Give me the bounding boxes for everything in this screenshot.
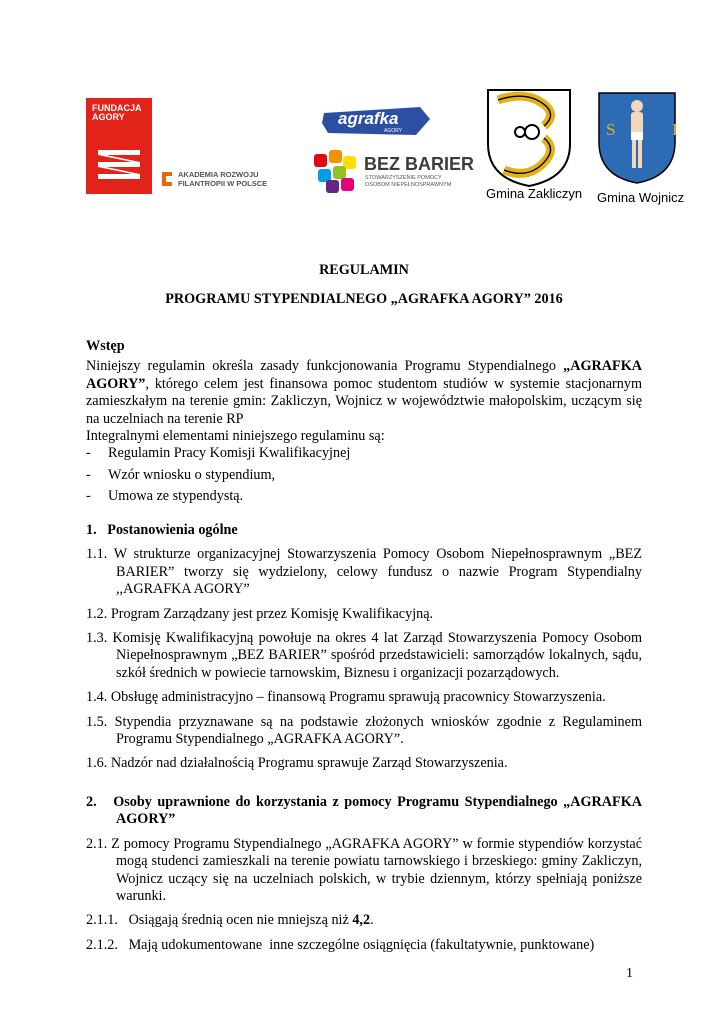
- section-2-item: 2.1.1. Osiągają średnią ocen nie mniejszą niż 4,2.: [86, 912, 374, 929]
- document-title: [86, 262, 642, 279]
- section-2: [86, 794, 645, 954]
- list-item: - Regulamin Pracy Komisji Kwalifikacyjnej: [86, 445, 351, 462]
- zakliczyn-shield-icon: [484, 86, 574, 190]
- akademia-line1: AKADEMIA ROZWOJU: [178, 170, 259, 179]
- fundacja-agory-text: FUNDACJA AGORY: [92, 103, 142, 122]
- intro-text-b: , którego celem jest finansowa pomoc studentom studiów w systemie stacjonarnym zamieszkałym na terenie gmin: Zakliczyn, Wojnicz w województwie małopolskim, uczącym się na uczelniach na terenie RP: [86, 375, 642, 427]
- bez-barier-sub1: STOWARZYSZENIE POMOCY: [365, 175, 442, 181]
- agrafka-word: agrafka: [338, 109, 399, 128]
- section-1-item: 1.4. Obsługę administracyjno – finansową Programu sprawują pracownicy Stowarzyszenia.: [86, 689, 606, 706]
- bez-barier-sub2: OSOBOM NIEPEŁNOSPRAWNYM: [365, 182, 452, 188]
- fundacja-agory-mark-icon: [86, 98, 152, 194]
- puzzle-icon: [312, 150, 358, 194]
- section-1-item: 1.1. W strukturze organizacyjnej Stowarzyszenia Pomocy Osobom Niepełnosprawnym „BEZ BARIER” tworzy się wydzielony, celowy fundusz o nazwie Program Stypendialny ,,AGRAFKA AGORY”: [86, 546, 642, 598]
- document-subtitle: [86, 291, 642, 308]
- akademia-mark-icon: [160, 170, 174, 188]
- gmina-zakliczyn-label: Gmina Zakliczyn: [486, 186, 583, 201]
- intro-program-name: „AGRAFKA AGORY”: [86, 358, 642, 392]
- page-number: 1: [626, 966, 633, 981]
- section-1-heading: 1. Postanowienia ogólne: [86, 522, 238, 538]
- section-1-item: 1.5. Stypendia przyznawane są na podstawie złożonych wniosków zgodnie z Regulaminem Programu Stypendialnego „AGRAFKA AGORY”.: [86, 713, 642, 748]
- list-item: - Umowa ze stypendystą.: [86, 488, 244, 505]
- akademia-logo: [160, 168, 280, 190]
- section-2-item: 2.1.2. Mają udokumentowane inne szczególne osiągnięcia (fakultatywnie, punktowane): [86, 936, 595, 953]
- section-2-heading: 2. Osoby uprawnione do korzystania z pomocy Programu Stypendialnego „AGRAFKA AGORY”: [86, 794, 645, 828]
- fundacja-agory-logo: [86, 98, 152, 194]
- list-item: - Wzór wniosku o stypendium,: [86, 466, 276, 483]
- title-line2: PROGRAMU STYPENDIALNEGO „AGRAFKA AGORY” 2016: [165, 291, 563, 307]
- title-line1: REGULAMIN: [319, 262, 409, 278]
- intro-paragraph: [86, 358, 642, 428]
- intro-list: [86, 445, 642, 505]
- akademia-line2: FILANTROPII W POLSCE: [178, 179, 268, 188]
- wojnicz-letters: S I: [606, 120, 678, 139]
- intro-elements-lead: Integralnymi elementami niniejszego regulaminu są:: [86, 428, 385, 445]
- section-2-item: 2.1. Z pomocy Programu Stypendialnego „AGRAFKA AGORY” w formie stypendiów korzystać mogą studenci zamieszkali na terenie powiatu tarnowskiego i brzeskiego: gminy Zakliczyn, Wojnicz uczący się na uczelniach polskich, w trybie dziennym, którzy spełniają poniższe warunki.: [86, 835, 642, 905]
- intro-heading: Wstęp: [86, 338, 125, 354]
- bez-barier-title: BEZ BARIER: [364, 154, 475, 174]
- section-1-item: 1.2. Program Zarządzany jest przez Komisję Kwalifikacyjną.: [86, 605, 434, 622]
- agrafka-sub: AGORY: [384, 128, 402, 134]
- bez-barier-logo: [312, 150, 475, 194]
- intro-section: [86, 338, 642, 506]
- intro-text-a: Niniejszy regulamin określa zasady funkcjonowania Programu Stypendialnego: [86, 358, 564, 375]
- wojnicz-coat-of-arms: [596, 90, 678, 186]
- section-1-item: 1.6. Nadzór nad działalnością Programu sprawuje Zarząd Stowarzyszenia.: [86, 755, 508, 772]
- agrafka-logo: [320, 105, 432, 137]
- zakliczyn-coat-of-arms: [484, 86, 574, 190]
- gmina-wojnicz-label: Gmina Wojnicz: [597, 190, 685, 205]
- section-1: [86, 522, 642, 773]
- section-1-item: 1.3. Komisję Kwalifikacyjną powołuje na okres 4 lat Zarząd Stowarzyszenia Pomocy Osobom Niepełnosprawnym „BEZ BARIER” spośród przedstawicieli: samorządów lokalnych, sądu, szkół średnich w powiecie tarnowskim, Biznesu i organizacji pozarządowych.: [86, 630, 642, 681]
